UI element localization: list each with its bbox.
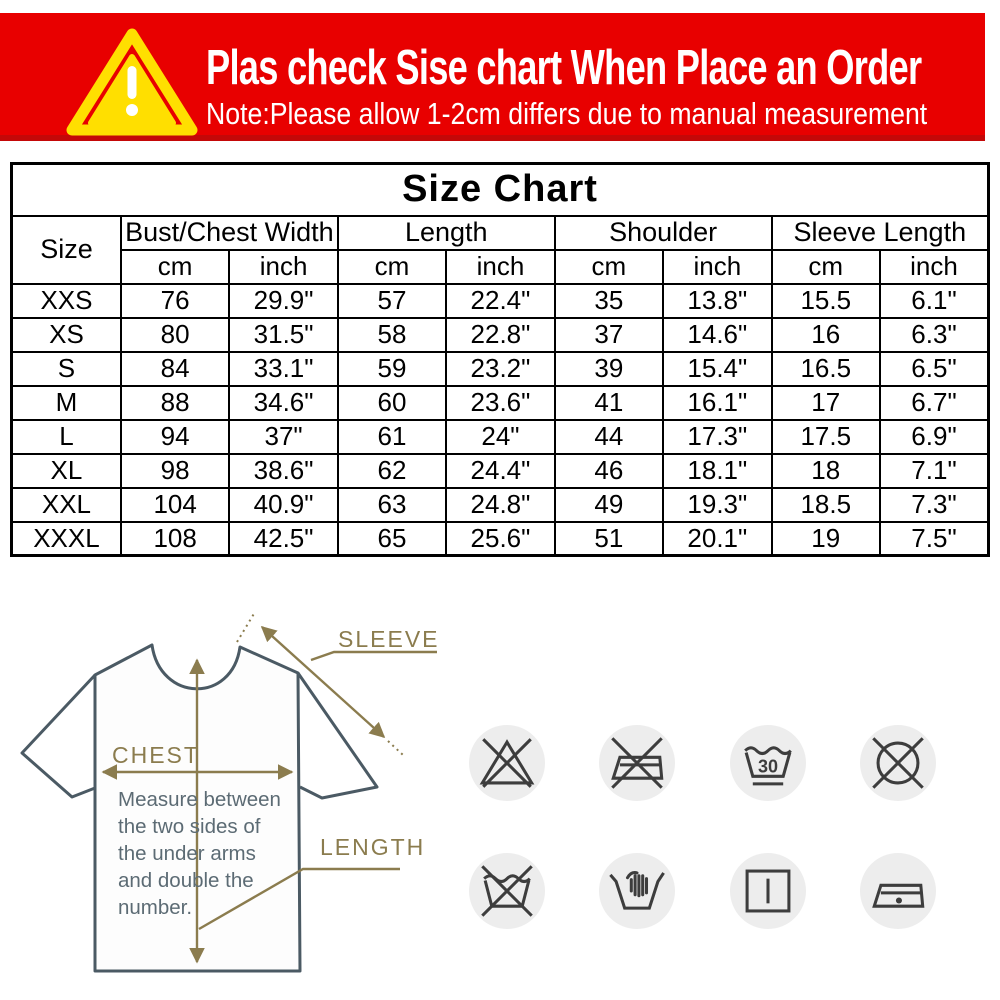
col-header-shoulder: Shoulder [555,216,772,250]
unit-header: inch [663,250,771,284]
value-cell: 6.9" [880,420,989,454]
value-cell: 18.5 [772,488,880,522]
col-header-sleeve: Sleeve Length [772,216,989,250]
tshirt-measure-diagram [0,590,470,1000]
value-cell: 57 [338,284,446,318]
wash-temperature: 30 [757,756,779,777]
value-cell: 31.5" [229,318,337,352]
table-row [12,488,989,522]
value-cell: 76 [121,284,229,318]
value-cell: 24.8" [446,488,554,522]
unit-header: cm [121,250,229,284]
size-cell: XXL [12,488,121,522]
value-cell: 16 [772,318,880,352]
value-cell: 15.5 [772,284,880,318]
banner-note: Note:Please allow 1-2cm differs due to manual measurement [206,96,928,131]
value-cell: 16.1" [663,386,771,420]
value-cell: 38.6" [229,454,337,488]
sleeve-label: SLEEVE [338,626,440,652]
size-cell: S [12,352,121,386]
do-not-wash-icon [469,853,545,929]
size-chart-table [10,162,990,557]
value-cell: 58 [338,318,446,352]
value-cell: 6.5" [880,352,989,386]
value-cell: 42.5" [229,522,337,556]
value-cell: 19 [772,522,880,556]
chest-label: CHEST [112,742,200,768]
value-cell: 51 [555,522,663,556]
unit-header: inch [880,250,989,284]
value-cell: 7.3" [880,488,989,522]
unit-header: inch [446,250,554,284]
value-cell: 62 [338,454,446,488]
value-cell: 35 [555,284,663,318]
value-cell: 40.9" [229,488,337,522]
value-cell: 94 [121,420,229,454]
size-chart-title: Size Chart [12,164,989,216]
banner-title: Plas check Sise chart When Place an Order [206,41,922,95]
unit-header: inch [229,250,337,284]
value-cell: 25.6" [446,522,554,556]
measure-note-line: and double the [118,869,254,892]
value-cell: 33.1" [229,352,337,386]
value-cell: 22.4" [446,284,554,318]
value-cell: 88 [121,386,229,420]
value-cell: 29.9" [229,284,337,318]
warning-banner [0,13,985,141]
col-header-size: Size [12,216,121,284]
length-label: LENGTH [320,834,426,860]
value-cell: 39 [555,352,663,386]
size-cell: XS [12,318,121,352]
do-not-dry-clean-icon [860,725,936,801]
warning-triangle-icon [64,26,200,138]
value-cell: 84 [121,352,229,386]
value-cell: 6.3" [880,318,989,352]
value-cell: 13.8" [663,284,771,318]
value-cell: 16.5 [772,352,880,386]
value-cell: 17.5 [772,420,880,454]
value-cell: 23.6" [446,386,554,420]
measure-note-line: the two sides of [118,815,261,838]
unit-header: cm [338,250,446,284]
hand-wash-icon [599,853,675,929]
value-cell: 49 [555,488,663,522]
value-cell: 65 [338,522,446,556]
value-cell: 108 [121,522,229,556]
value-cell: 80 [121,318,229,352]
value-cell: 24" [446,420,554,454]
sleeve-callout-line [311,652,437,660]
col-header-bust: Bust/Chest Width [121,216,338,250]
value-cell: 17 [772,386,880,420]
size-cell: XL [12,454,121,488]
value-cell: 60 [338,386,446,420]
value-cell: 22.8" [446,318,554,352]
value-cell: 104 [121,488,229,522]
table-row [12,352,989,386]
value-cell: 98 [121,454,229,488]
iron-low-heat-icon [860,853,936,929]
value-cell: 44 [555,420,663,454]
value-cell: 37 [555,318,663,352]
size-cell: XXXL [12,522,121,556]
value-cell: 15.4" [663,352,771,386]
value-cell: 14.6" [663,318,771,352]
value-cell: 7.5" [880,522,989,556]
value-cell: 46 [555,454,663,488]
measure-note-line: the under arms [118,842,256,865]
value-cell: 6.7" [880,386,989,420]
value-cell: 19.3" [663,488,771,522]
table-row [12,420,989,454]
size-cell: L [12,420,121,454]
tshirt-right-sleeve [298,673,377,798]
col-header-length: Length [338,216,555,250]
value-cell: 59 [338,352,446,386]
value-cell: 20.1" [663,522,771,556]
table-row [12,318,989,352]
value-cell: 7.1" [880,454,989,488]
table-row [12,454,989,488]
do-not-iron-icon [599,725,675,801]
size-cell: XXS [12,284,121,318]
value-cell: 34.6" [229,386,337,420]
do-not-bleach-icon [469,725,545,801]
value-cell: 6.1" [880,284,989,318]
unit-header: cm [772,250,880,284]
value-cell: 37" [229,420,337,454]
value-cell: 23.2" [446,352,554,386]
table-row [12,522,989,556]
table-row [12,386,989,420]
value-cell: 18.1" [663,454,771,488]
machine-wash-30-icon [730,725,806,801]
value-cell: 61 [338,420,446,454]
table-row [12,284,989,318]
value-cell: 17.3" [663,420,771,454]
drip-dry-icon [730,853,806,929]
value-cell: 24.4" [446,454,554,488]
size-cell: M [12,386,121,420]
value-cell: 41 [555,386,663,420]
tshirt-left-sleeve [22,675,95,797]
measure-note-line: Measure between [118,788,281,811]
measure-note-line: number. [118,896,193,919]
value-cell: 63 [338,488,446,522]
value-cell: 18 [772,454,880,488]
unit-header: cm [555,250,663,284]
